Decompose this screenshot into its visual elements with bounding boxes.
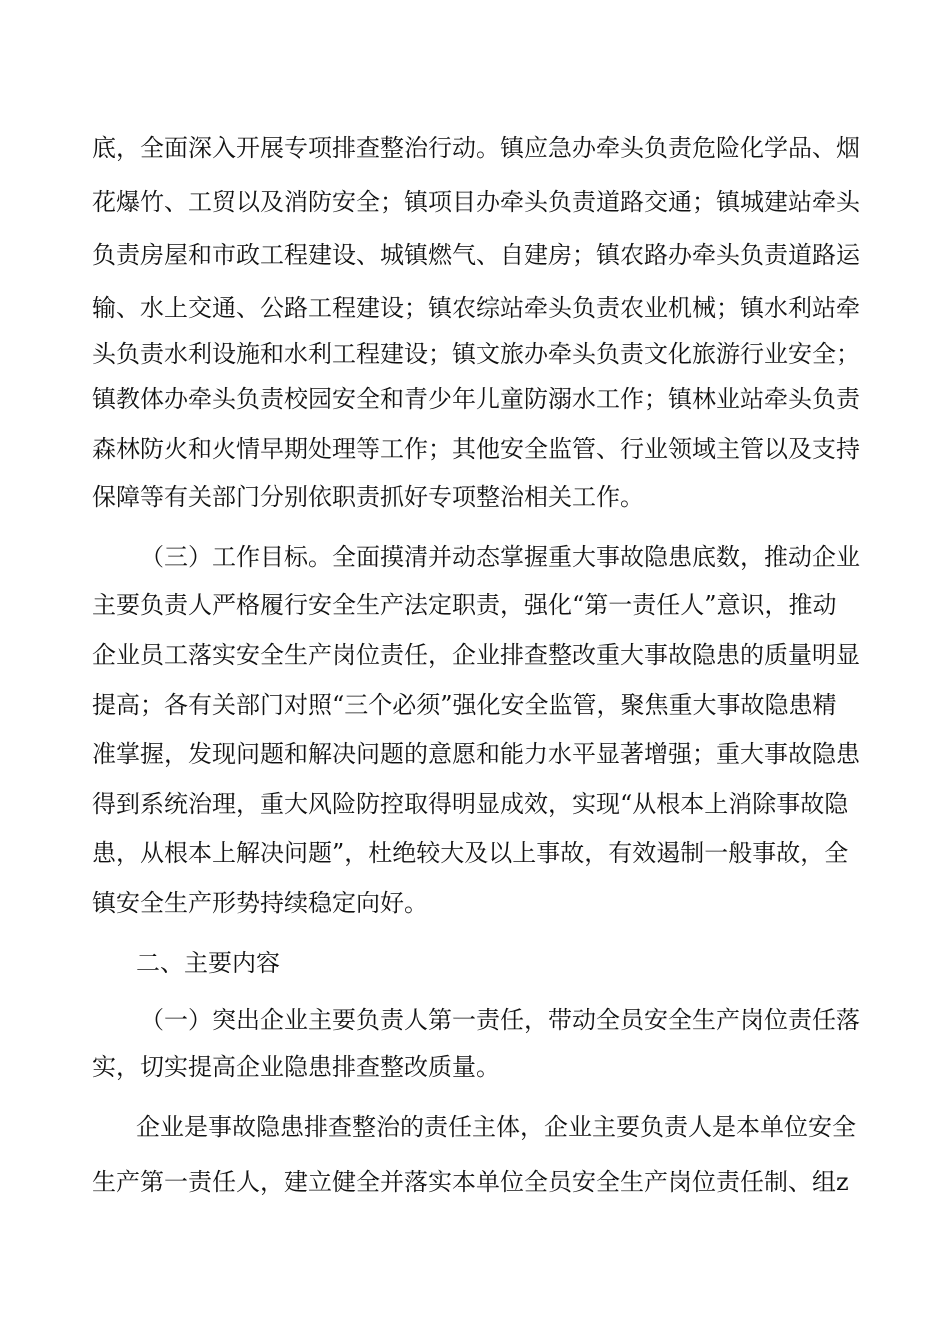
text-line: 企业员工落实安全生产岗位责任，企业排查整改重大事故隐患的质量明显	[92, 641, 860, 669]
text-line: 保障等有关部门分别依职责抓好专项整治相关工作。	[92, 483, 644, 511]
text-line: 患，从根本上解决问题”，杜绝较大及以上事故，有效遏制一般事故，全	[92, 839, 849, 867]
text-line: 实，切实提高企业隐患排查整改质量。	[92, 1053, 500, 1081]
text-line: 镇教体办牵头负责校园安全和青少年儿童防溺水工作；镇林业站牵头负责	[92, 385, 860, 413]
text-line: 企业是事故隐患排查整治的责任主体，企业主要负责人是本单位安全	[136, 1113, 856, 1141]
section-heading: 二、主要内容	[136, 949, 280, 977]
text-line: 主要负责人严格履行安全生产法定职责，强化“第一责任人”意识，推动	[92, 591, 837, 619]
text-line: 得到系统治理，重大风险防控取得明显成效，实现“从根本上消除事故隐	[92, 790, 849, 818]
text-line: 森林防火和火情早期处理等工作；其他安全监管、行业领域主管以及支持	[92, 435, 860, 463]
text-line: 提高；各有关部门对照“三个必须”强化安全监管，聚焦重大事故隐患精	[92, 691, 837, 719]
text-line: 输、水上交通、公路工程建设；镇农综站牵头负责农业机械；镇水利站牵	[92, 294, 860, 322]
text-line: （一）突出企业主要负责人第一责任，带动全员安全生产岗位责任落	[140, 1006, 860, 1034]
text-line: 底，全面深入开展专项排查整治行动。镇应急办牵头负责危险化学品、烟	[92, 134, 860, 162]
text-line: 准掌握，发现问题和解决问题的意愿和能力水平显著增强；重大事故隐患	[92, 740, 860, 768]
text-line: 花爆竹、工贸以及消防安全；镇项目办牵头负责道路交通；镇城建站牵头	[92, 188, 860, 216]
text-line: 头负责水利设施和水利工程建设；镇文旅办牵头负责文化旅游行业安全；	[92, 340, 860, 368]
text-line: 镇安全生产形势持续稳定向好。	[92, 889, 428, 917]
text-line: （三）工作目标。全面摸清并动态掌握重大事故隐患底数，推动企业	[140, 543, 860, 571]
text-line: 负责房屋和市政工程建设、城镇燃气、自建房；镇农路办牵头负责道路运	[92, 241, 860, 269]
text-line: 生产第一责任人，建立健全并落实本单位全员安全生产岗位责任制、组z	[92, 1168, 849, 1196]
